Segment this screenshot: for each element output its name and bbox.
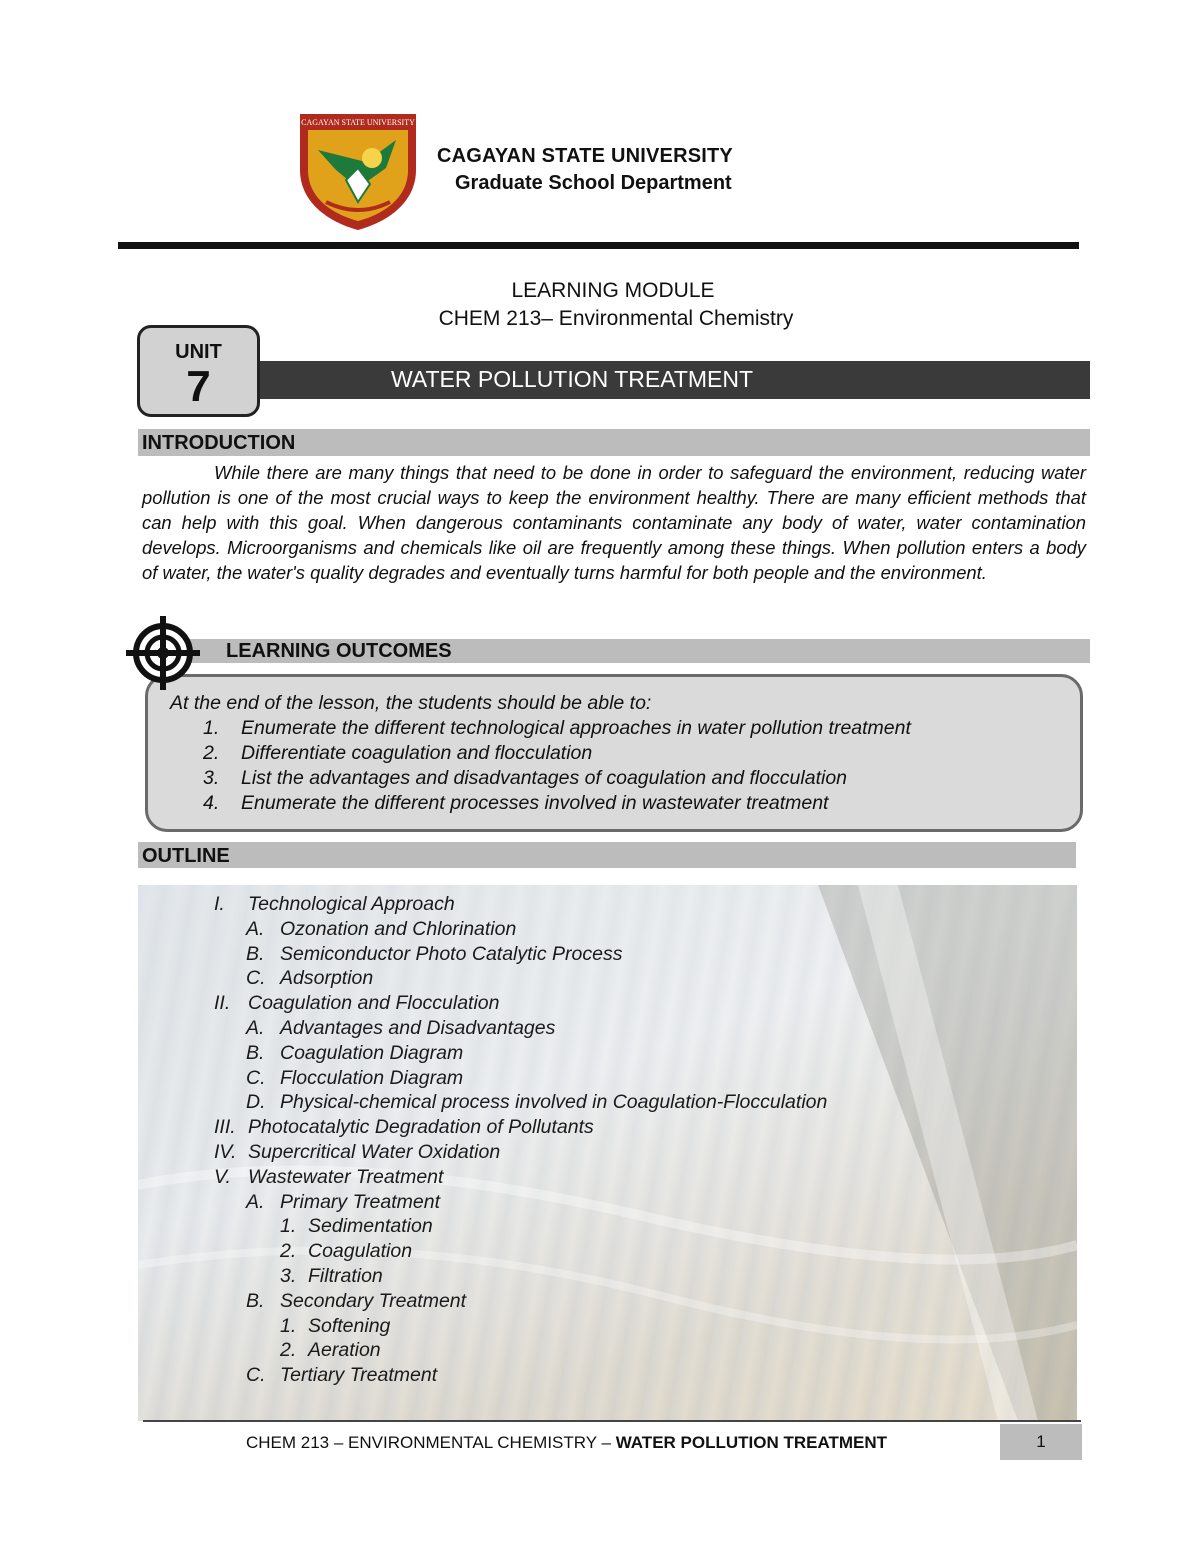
outline-item-number: 2. [280,1240,297,1263]
outline-item-text: Tertiary Treatment [280,1364,438,1387]
outline-item-text: Primary Treatment [280,1190,440,1213]
introduction-heading: INTRODUCTION [142,432,296,454]
introduction-text [142,460,1086,585]
outline-heading: OUTLINE [142,845,230,867]
outline-item [246,943,623,966]
unit-badge [137,325,260,417]
list-item: 3. List the advantages and disadvantages of coagulation and flocculation [203,767,848,789]
outline-item [246,1290,466,1313]
outline-item-number: 1. [280,1314,297,1337]
unit-label: UNIT [175,341,222,363]
outline-item-number: A. [246,917,265,940]
outline-item-number: I. [214,893,225,915]
outline-item-number: A. [246,1190,265,1213]
unit-number: 7 [186,362,211,411]
outline-item [280,1339,381,1362]
outline-item-text: Physical-chemical process involved in Coagulation-Flocculation [280,1091,828,1114]
outline-item [214,1166,443,1189]
learning-outcomes-list [203,716,911,816]
outline-item-text: Sedimentation [308,1215,433,1238]
outline-item [214,1141,500,1164]
outline-heading-bar [138,842,1076,868]
introduction-paragraph: While there are many things that need to be done in order to safeguard the environment, reducing water pollution is one of the most crucial ways to keep the environment healthy. There are many efficient methods that can help with this goal. When dangerous contaminants contaminate any body of water, water contamination develops. Microorganisms and chemicals like oil are frequently among these things. When pollution enters a body of water, the water's quality degrades and eventually turns harmful for both people and the environment. [142,462,1086,583]
outline-item-number: III. [214,1116,236,1139]
outline-item [280,1240,412,1263]
outline-item-number: B. [246,1289,265,1312]
svg-text:CAGAYAN STATE UNIVERSITY: CAGAYAN STATE UNIVERSITY [301,118,415,127]
list-item: 4. Enumerate the different processes involved in wastewater treatment [203,792,829,814]
outline-item-number: B. [246,942,265,965]
outline-item [214,1116,594,1139]
outline-item-text: Coagulation Diagram [280,1041,464,1064]
outline-item-number: B. [246,1041,265,1064]
university-name: CAGAYAN STATE UNIVERSITY [437,145,733,167]
outline-item [280,1215,433,1238]
department-name: Graduate School Department [455,172,732,194]
outline-item-text: Softening [308,1314,391,1337]
outline-item [246,1091,827,1114]
learning-outcomes-heading-bar [138,639,1090,663]
outline-item-text: Technological Approach [248,893,455,915]
outline-item [246,1042,463,1065]
footer-text: CHEM 213 – ENVIRONMENTAL CHEMISTRY – WATER POLLUTION TREATMENT [246,1433,888,1452]
outline-item [246,1067,463,1090]
outline-item-number: C. [246,1066,266,1089]
footer-emphasis: WATER POLLUTION TREATMENT [615,1433,888,1452]
outline-item [280,1265,383,1288]
outline-item [246,1191,440,1214]
footer-divider [143,1420,1081,1422]
page-number: 1 [1000,1424,1082,1460]
outline-item-text: Filtration [308,1265,383,1287]
outline-item-number: V. [214,1165,231,1188]
list-item: 1. Enumerate the different technological approaches in water pollution treatment [203,717,911,739]
outline-item-number: II. [214,992,231,1015]
outline-item-text: Flocculation Diagram [280,1066,464,1089]
list-item: 2. Differentiate coagulation and flocculation [203,742,593,764]
outline-item-text: Adsorption [280,967,374,990]
outline-item [214,893,455,916]
outline-item-number: A. [246,1017,265,1039]
header-divider [118,242,1079,249]
outline-item [246,967,373,990]
university-seal-logo [296,110,420,232]
outline-item [214,992,500,1015]
outline-item-number: D. [246,1091,266,1114]
introduction-heading-bar [138,429,1090,456]
outline-item-text: Photocatalytic Degradation of Pollutants [248,1116,594,1139]
outline-item-number: 1. [280,1215,297,1238]
outline-item-text: Supercritical Water Oxidation [248,1141,501,1163]
outline-item-number: 2. [280,1339,297,1362]
outline-item-text: Aeration [308,1339,381,1362]
outline-item [246,1364,437,1387]
course-title: CHEM 213– Environmental Chemistry [438,307,794,330]
outline-item-text: Coagulation [308,1240,413,1263]
outline-item-text: Secondary Treatment [280,1289,467,1312]
outline-item-number: 3. [280,1265,297,1287]
outline-item [246,1017,555,1040]
outline-item-text: Semiconductor Photo Catalytic Process [280,942,623,965]
outline-item-text: Advantages and Disadvantages [280,1017,556,1039]
unit-title-banner [258,361,1090,399]
outline-item-text: Wastewater Treatment [248,1165,444,1188]
module-title: LEARNING MODULE [511,279,715,302]
learning-outcomes-heading: LEARNING OUTCOMES [226,640,452,662]
outline-item [246,918,516,941]
outline-item-text: Ozonation and Chlorination [280,917,517,940]
outline-item-number: C. [246,967,266,990]
outline-item-number: IV. [214,1141,237,1163]
outline-item-number: C. [246,1364,266,1387]
outline-item-text: Coagulation and Flocculation [248,992,500,1015]
learning-outcomes-lead: At the end of the lesson, the students should be able to: [170,692,652,714]
target-icon [124,614,202,692]
outline-item [280,1315,390,1338]
outline-background-photo [138,885,1077,1421]
unit-title: WATER POLLUTION TREATMENT [391,366,754,392]
